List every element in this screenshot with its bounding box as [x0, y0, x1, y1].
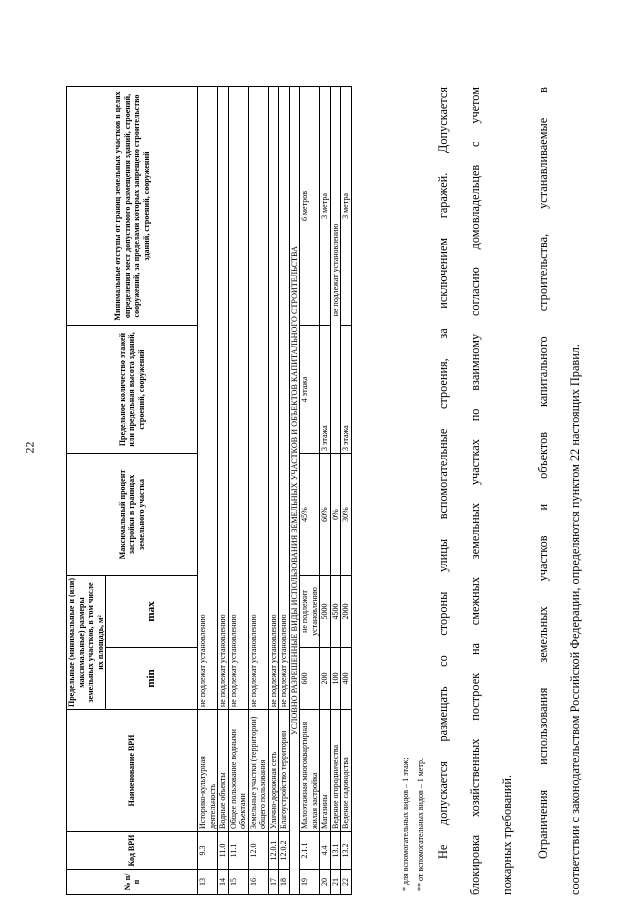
table-row: 13 9.3 Историко-культурная деятельность не подлежат установлению: [198, 87, 218, 895]
header-min: min: [106, 648, 198, 710]
section-header-row: [289, 87, 300, 895]
table-row: 20 4.4 Магазины 200 5000 60% 3 этажа 3 метра: [320, 87, 331, 895]
paragraph-1-line-2: блокировка хозяйственных построек на смежных земельных участках по взаимному согласию домовладельцев с учетом: [468, 87, 482, 895]
header-area: Предельные (минимальные и (или) максимальные) размеры земельных участков, в том числе их площадь, м²: [67, 576, 106, 710]
header-code: Код ВРИ: [67, 832, 198, 870]
paragraph-2-line-2: соответствии с законодательством Российской Федерации, определяются пунктом 22 настоящих Правил.: [568, 344, 582, 895]
table-row: 17 12.0.1 Улично-дорожная сеть не подлежат установлению: [268, 87, 279, 895]
header-name: Наименование ВРИ: [67, 710, 198, 832]
paragraph-1-line-3: пожарных требований.: [500, 774, 514, 895]
paragraph-1-line-1: Не допускается размещать со стороны улицы вспомогательные строения, за исключением гаражей. Допускается: [436, 87, 450, 859]
table-row: 14 11.0 Водные объекты не подлежат установлению: [218, 87, 229, 895]
header-setback: Минимальные отступы от границ земельных участков в целях определения мест допустимого размещения зданий, строений, сооружений, за пределами которых запрещено строительство зданий, строений, сооружений: [67, 87, 198, 326]
header-num: № п/п: [67, 870, 198, 895]
table-row: 21 13.1 Ведение огородничества 100 4500 0% не подлежат установлению: [330, 87, 341, 895]
header-percent: Максимальный процент застройки в границах земельного участка: [67, 454, 198, 576]
regulations-table: [66, 86, 352, 895]
section-title: УСЛОВНО РАЗРЕШЕННЫЕ ВИДЫ ИСПОЛЬЗОВАНИЯ ЗЕМЕЛЬНЫХ УЧАСТКОВ И ОБЪЕКТОВ КАПИТАЛЬНОГО СТРОИТЕЛЬСТВА: [289, 87, 300, 895]
table-row: 18 12.0.2 Благоустройство территории не подлежат установлению: [279, 87, 290, 895]
footnote-1: * для вспомогательных видов – 1 этаж;: [401, 757, 410, 891]
header-max: max: [106, 576, 198, 648]
table-row: 19 2.1.1 Малоэтажная многоквартирная жилая застройка 600 не подлежит установлению 45% 4 этажа 6 метров: [300, 87, 320, 895]
header-floors: Предельное количество этажей или предельная высота зданий, строений, сооружений: [67, 326, 198, 454]
table-row: 22 13.2 Ведение садоводства 400 2000 30% 3 этажа 3 метра: [341, 87, 352, 895]
table-row: 15 11.1 Общее пользование водными объектами не подлежат установлению: [228, 87, 248, 895]
page-number: 22: [22, 441, 37, 454]
footnote-2: ** от вспомогательных видов – 1 метр.: [416, 758, 425, 891]
table-row: 16 12.0 Земельные участки (территории) общего пользования не подлежат установлению: [248, 87, 268, 895]
paragraph-2-line-1: Ограничения использования земельных участков и объектов капитального строительства, устанавливаемые в: [536, 87, 550, 859]
